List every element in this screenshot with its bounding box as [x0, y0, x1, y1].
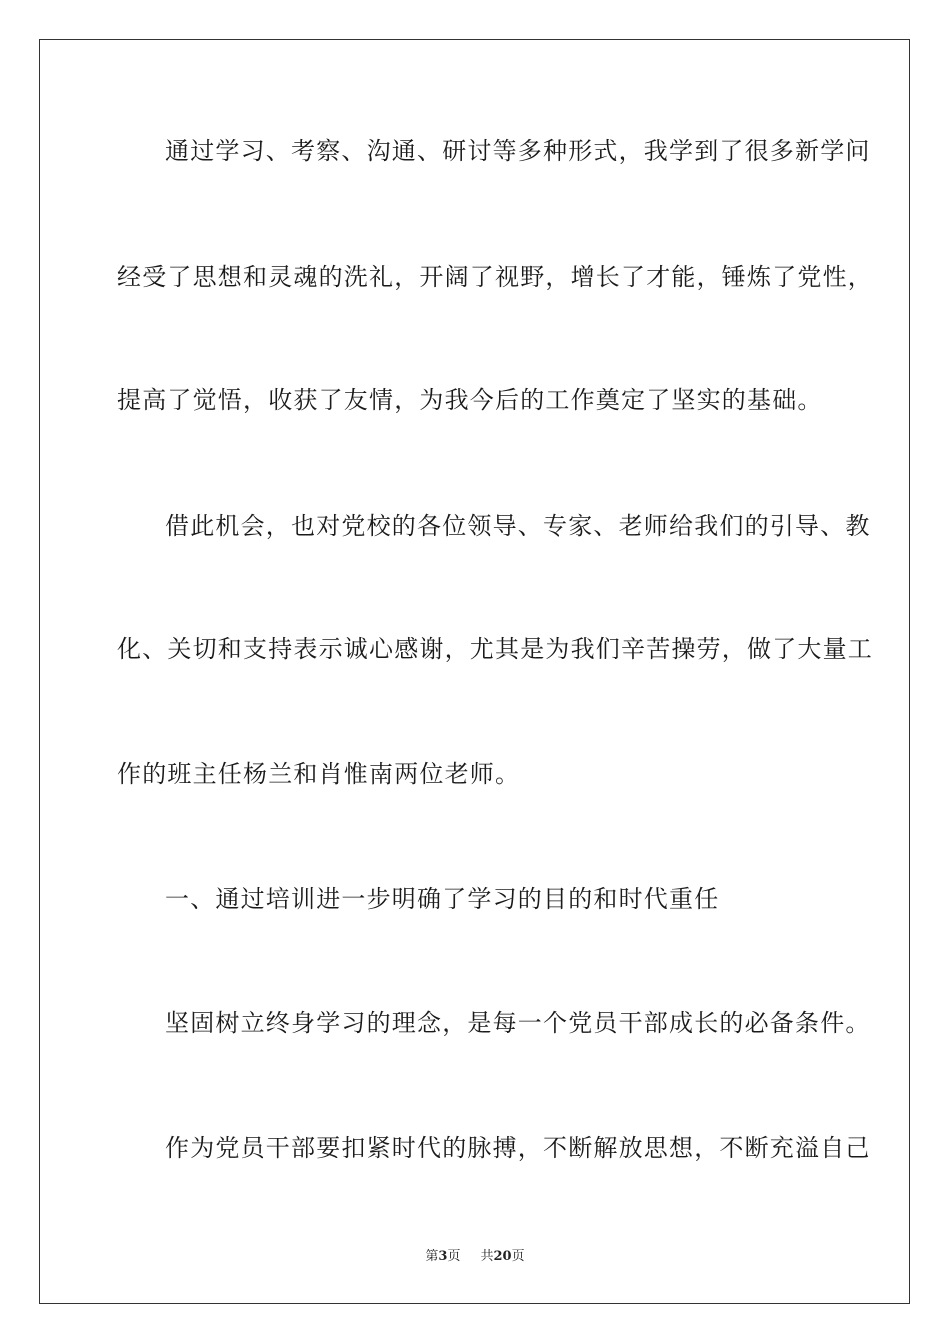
body-text-line: 化、关切和支持表示诚心感谢，尤其是为我们辛苦操劳，做了大量工: [117, 635, 873, 663]
page-prefix: 第: [425, 1249, 439, 1264]
body-text-line: 通过学习、考察、沟通、研讨等多种形式，我学到了很多新学问: [165, 137, 871, 165]
body-text-line: 作为党员干部要扣紧时代的脉搏，不断解放思想，不断充溢自己: [165, 1134, 871, 1162]
page-footer: [0, 1245, 950, 1264]
body-text-line: 提高了觉悟，收获了友情，为我今后的工作奠定了坚实的基础。: [117, 386, 823, 414]
total-pages: 20: [493, 1249, 512, 1264]
body-text-line: 坚固树立终身学习的理念，是每一个党员干部成长的必备条件。: [165, 1009, 871, 1037]
page-border: [39, 39, 910, 1304]
section-heading: 一、通过培训进一步明确了学习的目的和时代重任: [165, 885, 720, 913]
total-suffix: 页: [511, 1249, 525, 1264]
body-text-line: 借此机会，也对党校的各位领导、专家、老师给我们的引导、教: [165, 512, 871, 540]
body-text-line: 作的班主任杨兰和肖惟南两位老师。: [117, 760, 521, 788]
page-number: 3: [438, 1249, 448, 1264]
page-suffix: 页: [447, 1249, 461, 1264]
body-text-line: 经受了思想和灵魂的洗礼，开阔了视野，增长了才能，锤炼了党性，: [117, 263, 873, 291]
total-prefix: 共: [480, 1249, 494, 1264]
